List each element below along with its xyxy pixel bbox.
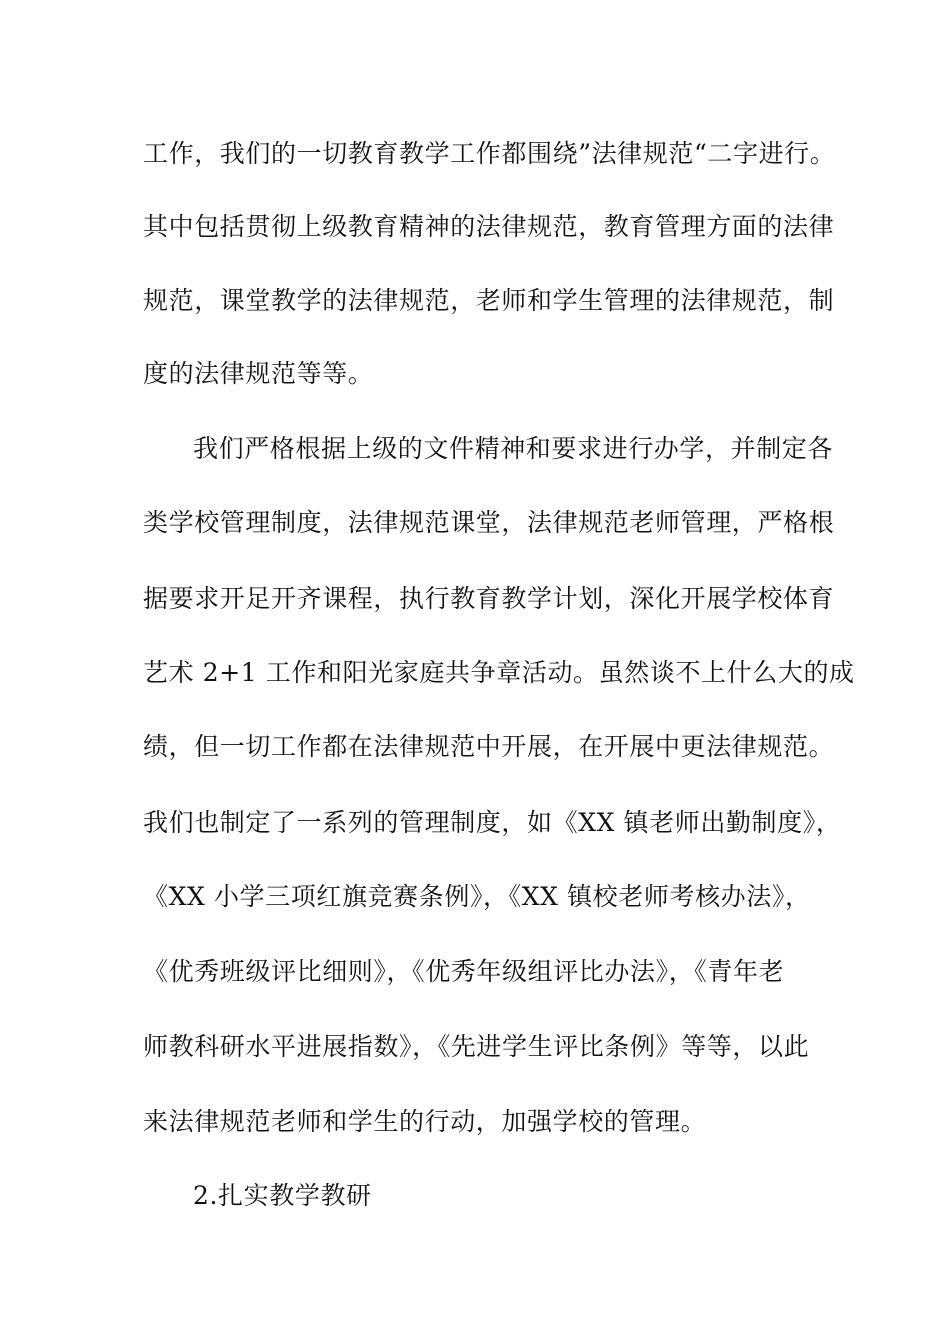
paragraph-line: 度的法律规范等等。 <box>143 359 374 388</box>
section-heading: 2.扎实教学教研 <box>193 1181 372 1210</box>
paragraph-line: 我们严格根据上级的文件精神和要求进行办学，并制定各 <box>193 434 834 463</box>
paragraph-line: 来法律规范老师和学生的行动，加强学校的管理。 <box>143 1107 707 1136</box>
paragraph-line: 规范，课堂教学的法律规范，老师和学生管理的法律规范，制 <box>143 286 835 315</box>
paragraph-line: 工作，我们的一切教育教学工作都围绕”法律规范“二字进行。 <box>143 139 836 168</box>
paragraph-line: 艺术 2+1 工作和阳光家庭共争章活动。虽然谈不上什么大的成 <box>143 658 855 687</box>
paragraph-line: 其中包括贯彻上级教育精神的法律规范，教育管理方面的法律 <box>143 212 835 241</box>
paragraph-line: 据要求开足开齐课程，执行教育教学计划，深化开展学校体育 <box>143 584 835 613</box>
paragraph-line: 绩，但一切工作都在法律规范中开展，在开展中更法律规范。 <box>143 732 835 761</box>
paragraph-line: 我们也制定了一系列的管理制度，如《XX 镇老师出勤制度》， <box>143 808 842 837</box>
paragraph-line: 《优秀班级评比细则》，《优秀年级组评比办法》，《青年老 <box>143 957 785 986</box>
paragraph-line: 《XX 小学三项红旗竞赛条例》，《XX 镇校老师考核办法》， <box>143 882 811 911</box>
paragraph-line: 类学校管理制度，法律规范课堂，法律规范老师管理，严格根 <box>143 508 835 537</box>
paragraph-line: 师教科研水平进展指数》，《先进学生评比条例》等等，以此 <box>143 1032 810 1061</box>
